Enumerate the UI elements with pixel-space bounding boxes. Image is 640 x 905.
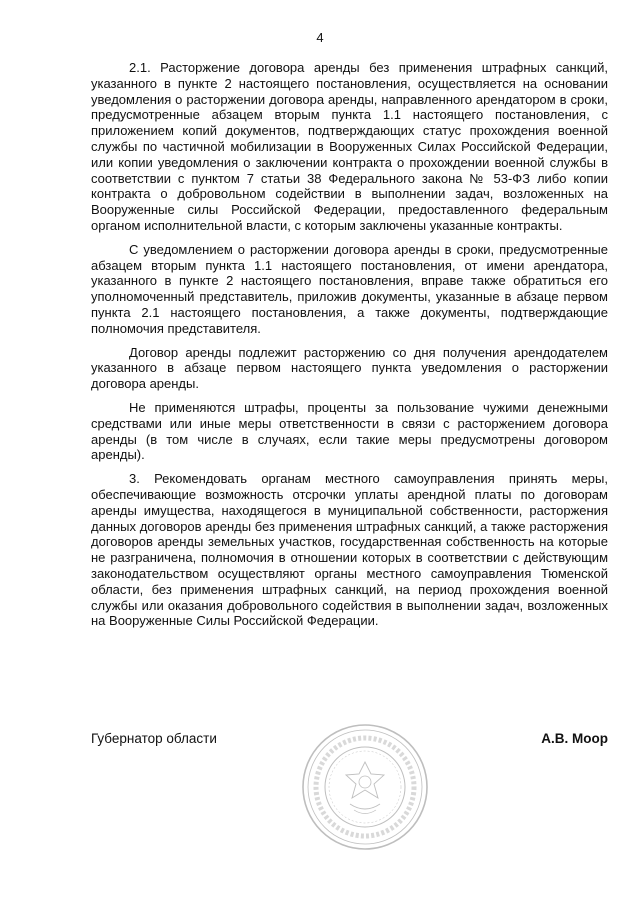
paragraph-2-1: 2.1. Расторжение договора аренды без применения штрафных санкций, указанного в пункте 2 настоящего постановления, осуществляется на основании уведомления о расторжении договора аренды, направленного арендатором в сроки, предусмотренные абзацем вторым пункта 1.1 настоящего постановления, с приложением копий документов, подтверждающих статус прохождения военной службы по частичной мобилизации в Вооруженных Силах Российской Федерации, или копии уведомления о заключении контракта о прохождении военной службы в соответствии с пунктом 7 статьи 38 Федерального закона № 53-ФЗ либо копии контракта о добровольном содействии в выполнении задач, возложенных на Вооруженные силы Российской Федерации, предоставленного федеральным органом исполнительной власти, с которым заключены указанные контракты. xyxy=(91,60,608,233)
paragraph-termination-date: Договор аренды подлежит расторжению со дня получения арендодателем указанного в абзаце первом настоящего пункта уведомления о расторжении договора аренды. xyxy=(91,344,608,392)
paragraph-representative: С уведомлением о расторжении договора аренды в сроки, предусмотренные абзацем вторым пункта 1.1 настоящего постановления, от имени арендатора, указанного в пункте 2 настоящего постановления, вправе также обратиться его уполномоченный представитель, приложив документы, указанные в абзаце первом пункта 2.1 настоящего постановления, а также документы, подтверждающие полномочия представителя. xyxy=(91,241,608,336)
signatory-name: А.В. Моор xyxy=(541,731,608,746)
signatory-title: Губернатор области xyxy=(91,731,217,746)
official-seal-icon xyxy=(300,722,430,852)
paragraph-3: 3. Рекомендовать органам местного самоуправления принять меры, обеспечивающие возможность отсрочки уплаты арендной платы по договорам аренды имущества, находящегося в муниципальной собственности, расторжения данных договоров аренды без применения штрафных санкций, а также расторжения договоров аренды земельных участков, государственная собственность на которые не разграничена, полномочия в отношении которых в соответствии с действующим законодательством осуществляют органы местного самоуправления Тюменской области, без применения штрафных санкций, на период прохождения военной службы или оказания добровольного содействия в выполнении задач, возложенных на Вооруженные Силы Российской Федерации. xyxy=(91,471,608,629)
paragraph-no-penalties: Не применяются штрафы, проценты за пользование чужими денежными средствами или иные меры ответственности в связи с расторжением договора аренды (в том числе в случаях, если такие меры предусмотрены договором аренды). xyxy=(91,399,608,463)
document-body xyxy=(91,60,608,637)
page-number: 4 xyxy=(316,30,324,45)
